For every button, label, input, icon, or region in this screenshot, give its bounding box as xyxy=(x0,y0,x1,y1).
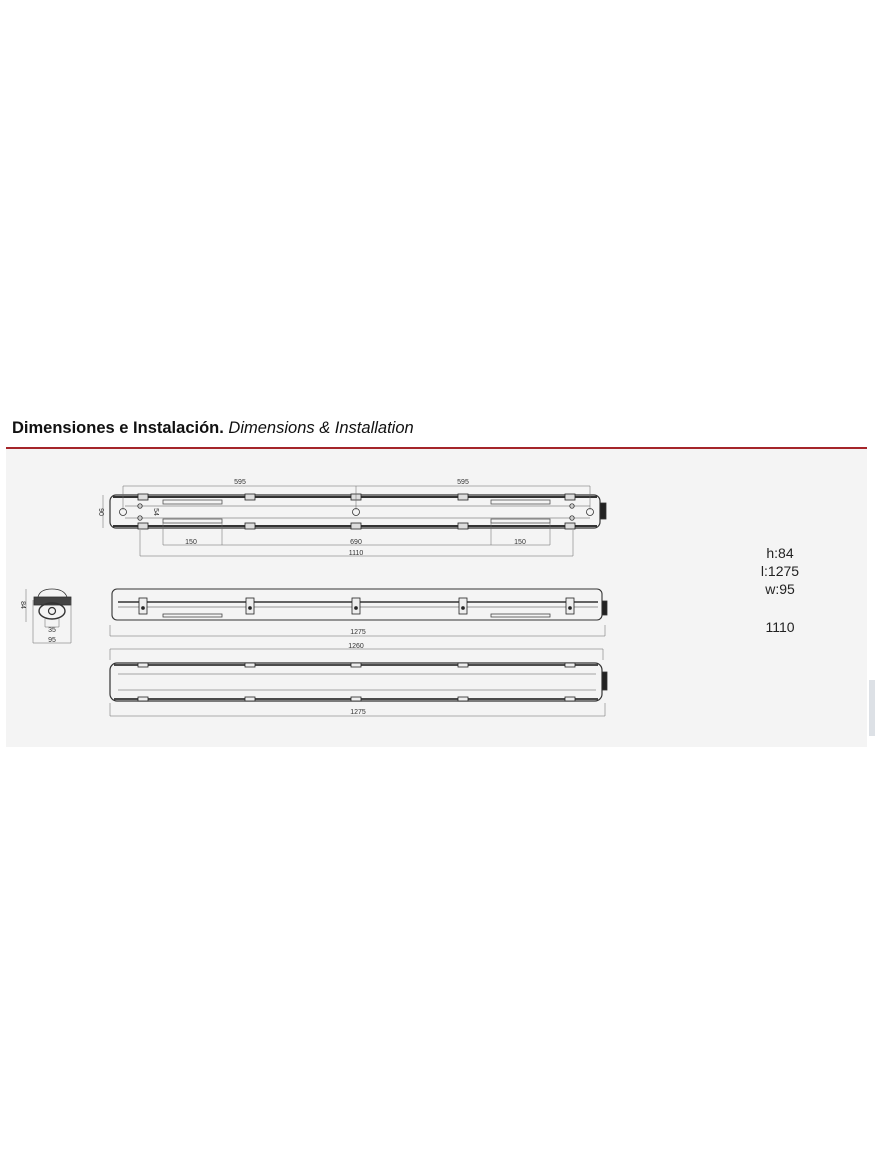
mounting-clip xyxy=(352,598,360,614)
mounting-clip xyxy=(249,607,252,610)
mounting-clip xyxy=(245,494,255,500)
mounting-clip xyxy=(566,598,574,614)
dim-label: 35 xyxy=(48,627,56,634)
dim-label: 690 xyxy=(350,539,362,546)
dim-label: 595 xyxy=(234,479,246,486)
dim-label: 90 xyxy=(97,508,104,516)
dim-label: 1110 xyxy=(348,550,364,557)
dim-label: 84 xyxy=(19,601,26,609)
mounting-clip xyxy=(565,697,575,701)
spec-mounting-distance: 1110 xyxy=(765,619,795,635)
spec-width: w:95 xyxy=(765,581,795,597)
dim-label: 1275 xyxy=(350,629,366,636)
mounting-clip xyxy=(351,523,361,529)
mounting-clip xyxy=(569,607,572,610)
section-title-es: Dimensiones e Instalación. xyxy=(12,419,224,437)
spec-length: l:1275 xyxy=(760,563,800,579)
dim-label: 150 xyxy=(514,539,526,546)
mounting-clip xyxy=(462,607,465,610)
mounting-clip xyxy=(458,494,468,500)
mounting-clip xyxy=(142,607,145,610)
dim-label: 150 xyxy=(185,539,197,546)
spec-summary xyxy=(740,544,820,636)
top-view xyxy=(97,479,606,557)
mounting-clip xyxy=(351,697,361,701)
mounting-clip xyxy=(138,494,148,500)
dim-label: 95 xyxy=(48,637,56,644)
side-view xyxy=(110,589,607,636)
mounting-clip xyxy=(565,663,575,667)
mounting-clip xyxy=(458,663,468,667)
mounting-clip xyxy=(138,697,148,701)
mounting-clip xyxy=(138,523,148,529)
mounting-clip xyxy=(565,494,575,500)
bottom-view xyxy=(110,643,607,716)
mounting-clip xyxy=(355,607,358,610)
dim-label: 54 xyxy=(152,508,159,516)
mounting-clip xyxy=(138,663,148,667)
dim-label: 1260 xyxy=(348,643,364,650)
dim-label: 595 xyxy=(457,479,469,486)
mounting-clip xyxy=(245,523,255,529)
mounting-clip xyxy=(245,697,255,701)
mounting-clip xyxy=(459,598,467,614)
end-view xyxy=(19,589,71,644)
mounting-clip xyxy=(245,663,255,667)
mounting-clip xyxy=(139,598,147,614)
section-title-en: Dimensions & Installation xyxy=(228,419,414,437)
mounting-clip xyxy=(458,523,468,529)
dim-label: 1275 xyxy=(350,709,366,716)
mounting-clip xyxy=(458,697,468,701)
spec-height: h:84 xyxy=(766,545,794,561)
mounting-clip xyxy=(565,523,575,529)
mounting-clip xyxy=(246,598,254,614)
mounting-clip xyxy=(351,663,361,667)
